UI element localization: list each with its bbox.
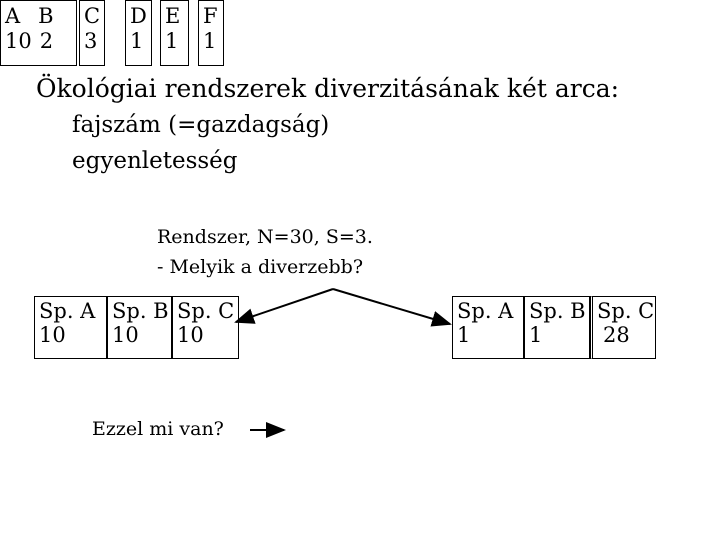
species-count: 28 (603, 323, 630, 347)
species-count: 1 (130, 29, 144, 53)
aspect-richness: fajszám (=gazdagság) (72, 112, 330, 138)
species-name: A (5, 4, 21, 28)
question-line-1: Rendszer, N=30, S=3. (157, 226, 373, 248)
species-name: Sp. B (112, 299, 169, 323)
species-count: 10 (112, 323, 139, 347)
species-count: 2 (39, 29, 54, 53)
species-count: 1 (457, 323, 471, 347)
species-count: 10 (39, 323, 66, 347)
species-count: 3 (84, 29, 98, 53)
species-count: 1 (529, 323, 543, 347)
question-line-2: - Melyik a diverzebb? (157, 256, 364, 278)
species-name: D (130, 4, 147, 28)
species-name: Sp. C (597, 299, 655, 323)
species-count: 10 (177, 323, 204, 347)
arrow-to-right-system (333, 289, 450, 324)
species-name: Sp. B (529, 299, 586, 323)
species-count: 1 (203, 29, 217, 53)
slide-title: Ökológiai rendszerek diverzitásának két arca: (36, 74, 620, 103)
species-name: E (165, 4, 181, 28)
followup-question: Ezzel mi van? (92, 418, 224, 440)
species-count: 10 (5, 29, 32, 53)
species-name: Sp. C (177, 299, 235, 323)
aspect-evenness: egyenletesség (72, 148, 238, 174)
species-name: Sp. A (39, 299, 96, 323)
arrow-to-left-system (236, 289, 333, 322)
species-name: B (38, 4, 54, 28)
species-count: 1 (165, 29, 179, 53)
species-name: C (84, 4, 101, 28)
species-name: Sp. A (457, 299, 514, 323)
species-name: F (203, 4, 218, 28)
